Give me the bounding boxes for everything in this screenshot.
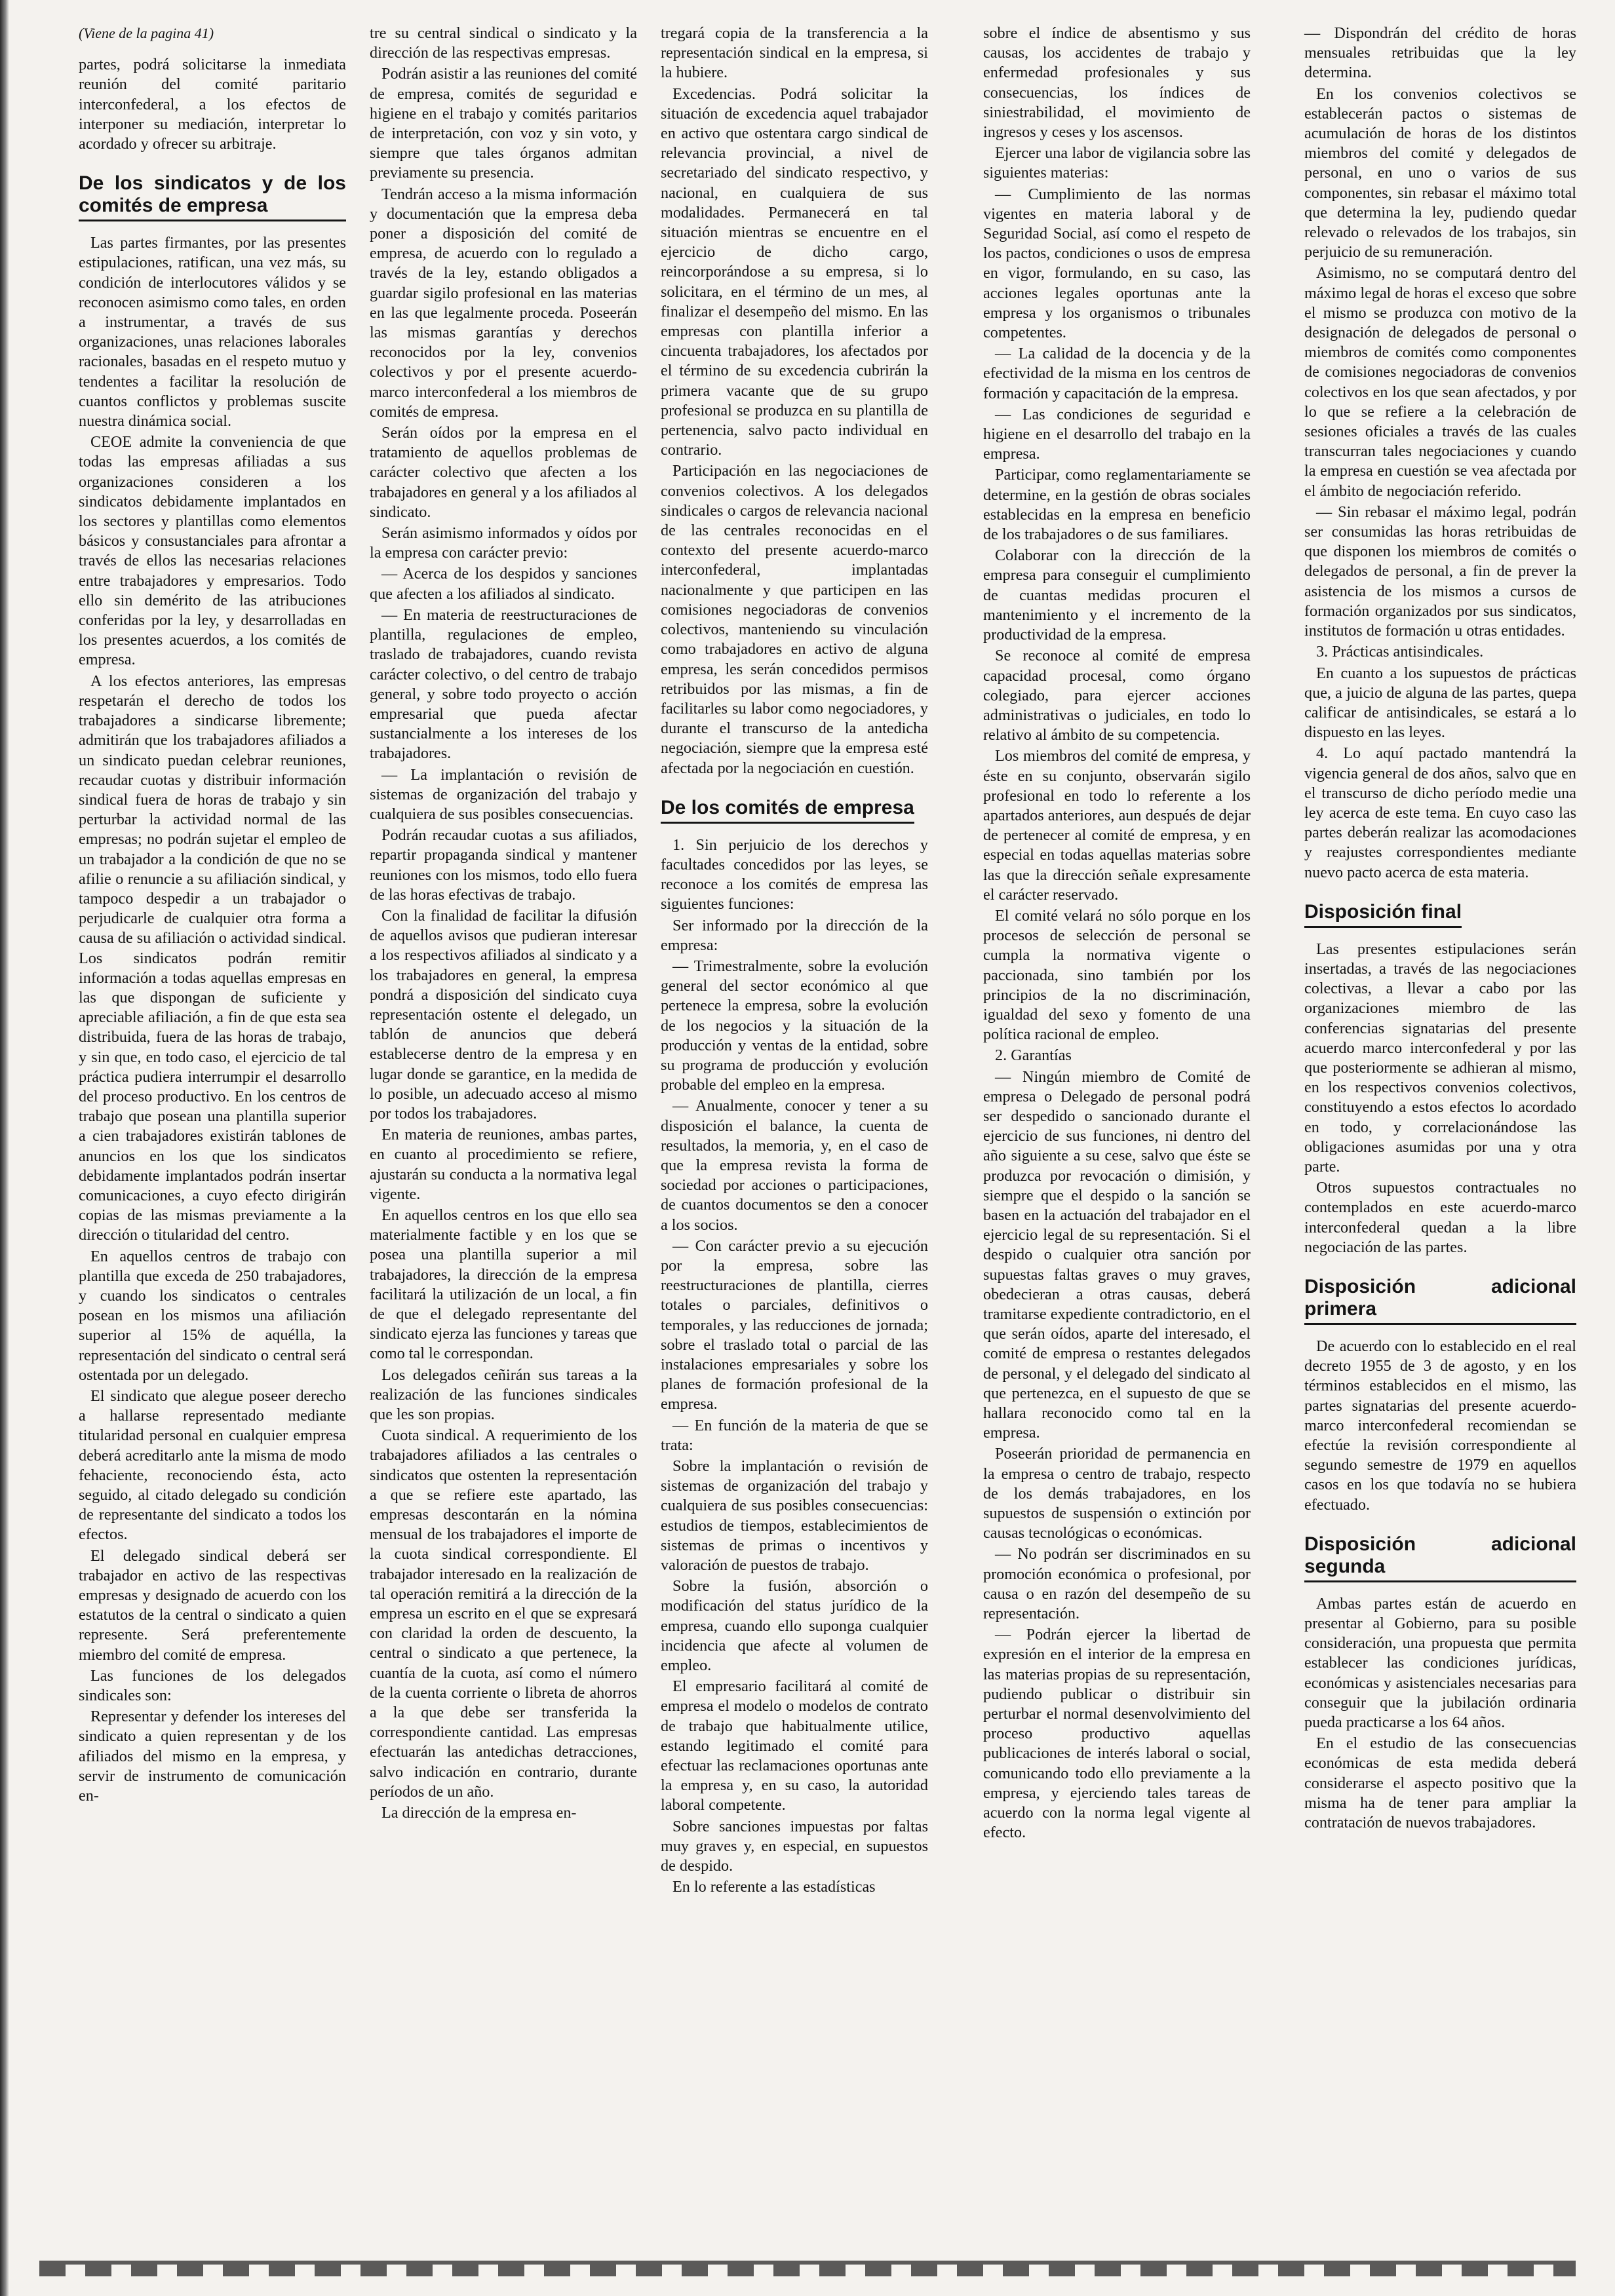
- paragraph: — En materia de reestructuraciones de plantilla, regulaciones de empleo, traslado de trabajadores, cuando revista carácter colectivo, o del centro de trabajo general, y sobre todo proyecto o acción empresarial que pueda afectar sustancialmente a los intereses de los trabajadores.: [370, 605, 637, 763]
- paragraph: 4. Lo aquí pactado mantendrá la vigencia general de dos años, salvo que en el transcurso de dicho período medie una ley acerca de este tema. En cuyo caso las partes deberán realizar las acomodaciones y reajustes correspondientes mediante nuevo pacto acerca de esta materia.: [1304, 744, 1576, 881]
- paragraph: Las funciones de los delegados sindicales son:: [79, 1666, 346, 1705]
- paragraph: — Sin rebasar el máximo legal, podrán ser consumidas las horas retribuidas de que disponen los miembros de comités o delegados de personal, a fin de prever la asistencia de los mismos a cursos de formación organizados por sus sindicatos, institutos de formación u otras entidades.: [1304, 503, 1576, 640]
- paragraph: Poseerán prioridad de permanencia en la empresa o centro de trabajo, respecto de los demás trabajadores, en los supuestos de suspensión o extinción por causas tecnológicas o económicas.: [983, 1445, 1251, 1542]
- paragraph: tregará copia de la transferencia a la representación sindical en la empresa, si la hubiere.: [661, 24, 928, 82]
- paragraph: Podrán asistir a las reuniones del comité de empresa, comités de seguridad e higiene en el trabajo y comités paritarios de interpretación, con voz y sin voto, y siempre que tales órganos admitan previamente su presencia.: [370, 65, 637, 182]
- paragraph: Tendrán acceso a la misma información y documentación que la empresa deba poner a disposición del comité de empresa, de acuerdo con lo regulado a través de la ley, estando obligados a guardar sigilo profesional en las materias en las que legalmente proceda. Poseerán las mismas garantías y derechos reconocidos por la ley, convenios colectivos y por el presente acuerdo-marco interconfederal a los miembros de comités de empresa.: [370, 185, 637, 421]
- paragraph: Sobre la implantación o revisión de sistemas de organización del trabajo y cualquiera de sus posibles consecuencias: estudios de tiempos, establecimientos de sistemas de primas o incentivos y valoración de puestos de trabajo.: [661, 1457, 928, 1575]
- paragraph: 1. Sin perjuicio de los derechos y facultades concedidos por las leyes, se reconoce a los comités de empresa las siguientes funciones:: [661, 835, 928, 913]
- paragraph: Se reconoce al comité de empresa capacidad procesal, como órgano colegiado, para ejercer acciones administrativas o judiciales, en todo lo relativo al ámbito de su competencia.: [983, 647, 1251, 744]
- paragraph: El sindicato que alegue poseer derecho a hallarse representado mediante titularidad personal en cualquier empresa deberá acreditarlo ante la misma de modo fehaciente, reconociendo ésta, acto seguido, al citado delegado su condición de representante del sindicato a todos los efectos.: [79, 1387, 346, 1544]
- paragraph: Los miembros del comité de empresa, y éste en su conjunto, observarán sigilo profesional en todo lo referente a los apartados anteriores, aun después de dejar de pertenecer al comité de empresa, y en especial en todas aquellas materias sobre las que la dirección señale expresamente el carácter reservado.: [983, 747, 1251, 904]
- paragraph: tre su central sindical o sindicato y la dirección de las respectivas empresas.: [370, 24, 637, 62]
- paragraph: Serán asimismo informados y oídos por la empresa con carácter previo:: [370, 524, 637, 562]
- paragraph: Serán oídos por la empresa en el tratamiento de aquellos problemas de carácter colectivo que afecten a los trabajadores en general y a los afiliados al sindicato.: [370, 424, 637, 521]
- paragraph: Excedencias. Podrá solicitar la situación de excedencia aquel trabajador en activo que ostentara cargo sindical de relevancia provincial, a nivel de secretariado del sindicato respectivo, y nacional, en cualquiera de sus modalidades. Permanecerá en tal situación mientras se encuentre en el ejercicio de dicho cargo, reincorporándose a su empresa, si lo solicitara, en el término de un mes, al finalizar el desempeño del mismo. En las empresas con plantilla inferior a cincuenta trabajadores, los afectados por el término de su excedencia cubrirán la primera vacante que de su grupo profesional se produzca en su plantilla de pertenencia, salvo pacto individual en contrario.: [661, 85, 928, 459]
- column-4: [983, 24, 1251, 1844]
- column-1: [79, 24, 346, 1807]
- scan-edge-bottom: [39, 2261, 1576, 2276]
- paragraph: Los delegados ceñirán sus tareas a la realización de las funciones sindicales que les son propias.: [370, 1366, 637, 1424]
- paragraph: El comité velará no sólo porque en los procesos de selección de personal se cumpla la normativa vigente o paccionada, sino también por los principios de la no discriminación, igualdad del sexo y fomento de una política racional de empleo.: [983, 906, 1251, 1044]
- section-heading-comites: De los comités de empresa: [661, 797, 914, 824]
- paragraph: CEOE admite la conveniencia de que todas las empresas afiliadas a sus organizaciones consideren a los sindicatos debidamente implantados en los sectores y plantillas como elementos básicos y consustanciales para afrontar a través de ellos las necesarias relaciones entre trabajadores y empresarios. Todo ello sin demérito de las atribuciones conferidas por la ley, y desarrolladas en los presentes acuerdos, a los comités de empresa.: [79, 433, 346, 669]
- paragraph: Las presentes estipulaciones serán insertadas, a través de las negociaciones colectivas, a llevar a cabo por las organizaciones miembro de las conferencias signatarias del presente acuerdo marco interconfederal y por las que posteriormente se adhieran al mismo, en los respectivos convenios colectivos, constituyendo a estos efectos lo acordado en todo, y correlacionándose las obligaciones asumidas por una y otra parte.: [1304, 940, 1576, 1176]
- paragraph: — Podrán ejercer la libertad de expresión en el interior de la empresa en las materias propias de su representación, pudiendo publicar o distribuir sin perturbar el normal desenvolvimiento del proceso productivo aquellas publicaciones de interés laboral o social, comunicando todo ello previamente a la empresa, y ejerciendo tales tareas de acuerdo con la norma legal vigente al efecto.: [983, 1626, 1251, 1842]
- paragraph: En los convenios colectivos se establecerán pactos o sistemas de acumulación de horas de los distintos miembros del comité y delegados de personal, en uno o varios de sus componentes, sin rebasar el máximo total que determina la ley, pudiendo quedar relevado o relevados de los trabajos, sin perjuicio de su remuneración.: [1304, 85, 1576, 261]
- paragraph: sobre el índice de absentismo y sus causas, los accidentes de trabajo y enfermedad profesionales y sus consecuencias, los índices de siniestrabilidad, el movimiento de ingresos y ceses y los ascensos.: [983, 24, 1251, 142]
- paragraph: Participar, como reglamentariamente se determine, en la gestión de obras sociales establecidas en la empresa en beneficio de los trabajadores o de sus familiares.: [983, 466, 1251, 544]
- paragraph: En materia de reuniones, ambas partes, en cuanto al procedimiento se refiere, ajustarán su conducta a la normativa legal vigente.: [370, 1126, 637, 1203]
- paragraph: — Dispondrán del crédito de horas mensuales retribuidas que la ley determina.: [1304, 24, 1576, 82]
- column-3: [661, 24, 928, 1898]
- paragraph: — Ningún miembro de Comité de empresa o Delegado de personal podrá ser despedido o sancionado durante el ejercicio de sus funciones, ni dentro del año siguiente a su cese, salvo que éste se produzca por revocación o dimisión, y siempre que el despido o la sanción se basen en la actuación del trabajador en el ejercicio legal de su representación. Si el despido o cualquier otra sanción por supuestas faltas graves o muy graves, obedecieran a otras causas, deberá tramitarse expediente contradictorio, en el que serán oídos, aparte del interesado, el comité de empresa o restantes delegados de personal, y el delegado del sindicato al que pertenezca, en el supuesto de que se hallara reconocido como tal en la empresa.: [983, 1067, 1251, 1442]
- paragraph: En el estudio de las consecuencias económicas de esta medida deberá considerarse el aspecto positivo que la misma ha de tener para ampliar la contratación de nuevos trabajadores.: [1304, 1734, 1576, 1832]
- paragraph: — Cumplimiento de las normas vigentes en materia laboral y de Seguridad Social, así como el respeto de los pactos, condiciones o usos de empresa en vigor, formulando, en su caso, las acciones legales oportunas ante la empresa y los organismos o tribunales competentes.: [983, 185, 1251, 342]
- paragraph: En cuanto a los supuestos de prácticas que, a juicio de alguna de las partes, quepa calificar de antisindicales, se estará a lo dispuesto en las leyes.: [1304, 664, 1576, 742]
- column-5: [1304, 24, 1576, 1834]
- paragraph: — La calidad de la docencia y de la efectividad de la misma en los centros de formación y capacitación de la empresa.: [983, 345, 1251, 402]
- paragraph: Las partes firmantes, por las presentes estipulaciones, ratifican, una vez más, su condición de interlocutores válidos y se reconocen asimismo como tales, en orden a instrumentar, a través de sus organizaciones, unas relaciones laborales racionales, basadas en el respeto mutuo y tendentes a facilitar la resolución de cuantos conflictos y problemas suscite nuestra dinámica social.: [79, 234, 346, 430]
- paragraph: De acuerdo con lo establecido en el real decreto 1955 de 3 de agosto, y en los términos establecidos en el mismo, las partes signatarias del presente acuerdo-marco interconfederal recomiendan se efectúe la revisión correspondiente al segundo semestre de 1979 en aquellos casos en los que todavía no se hubiera efectuado.: [1304, 1337, 1576, 1514]
- paragraph: Sobre la fusión, absorción o modificación del status jurídico de la empresa, cuando ello suponga cualquier incidencia que afecte al volumen de empleo.: [661, 1577, 928, 1675]
- column-2: [370, 24, 637, 1824]
- paragraph: A los efectos anteriores, las empresas respetarán el derecho de todos los trabajadores a sindicarse libremente; admitirán que los trabajadores afiliados a un sindicato puedan celebrar reuniones, recaudar cuotas y distribuir información sindical fuera de horas de trabajo y sin perturbar la actividad normal de las empresas; no podrán sujetar el empleo de un trabajador a la condición de que no se afilie o renuncie a su afiliación sindical, y tampoco despedir a un trabajador o perjudicarle de cualquier otra forma a causa de su afiliación o actividad sindical. Los sindicatos podrán remitir información a todas aquellas empresas en las que dispongan de suficiente y apreciable afiliación, a fin de que esta sea distribuida, fuera de las horas de trabajo, y sin que, en todo caso, el ejercicio de tal práctica pudiera interrumpir el desarrollo del proceso productivo. En los centros de trabajo que posean una plantilla superior a cien trabajadores existirán tablones de anuncios en los que los sindicatos debidamente implantados podrán insertar comunicaciones, a cuyo efecto dirigirán copias de las mismas previamente a la dirección o titularidad del centro.: [79, 672, 346, 1244]
- paragraph: En aquellos centros en los que ello sea materialmente factible y en los que se posea una plantilla superior a mil trabajadores, la dirección de la empresa facilitará la utilización de un local, a fin de que el delegado representante del sindicato ejerza las funciones y tareas que como tal le correspondan.: [370, 1206, 637, 1363]
- paragraph: Asimismo, no se computará dentro del máximo legal de horas el exceso que sobre el mismo se produzca con motivo de la designación de delegados de personal o miembros de comités como componentes de comisiones negociadoras de convenios colectivos en los que sean afectados, y por lo que se refiere a la celebración de sesiones oficiales a través de las cuales transcurran tales negociaciones y cuando la empresa en cuestión se vea afectada por el ámbito de negociación referido.: [1304, 264, 1576, 500]
- paragraph: Otros supuestos contractuales no contemplados en este acuerdo-marco interconfederal quedan a la libre negociación de las partes.: [1304, 1179, 1576, 1256]
- paragraph: — No podrán ser discriminados en su promoción económica o profesional, por causa o en razón del desempeño de su representación.: [983, 1545, 1251, 1623]
- paragraph: El delegado sindical deberá ser trabajador en activo de las respectivas empresas y designado de acuerdo con los estatutos de la central o sindicato a quien represente. Será preferentemente miembro del comité de empresa.: [79, 1546, 346, 1664]
- paragraph: En lo referente a las estadísticas: [672, 1878, 876, 1896]
- paragraph: — Trimestralmente, sobre la evolución general del sector económico al que pertenece la empresa, sobre la evolución de los negocios y la situación de la producción y ventas de la entidad, sobre su programa de producción y evolución probable del empleo en la empresa.: [661, 957, 928, 1094]
- paragraph: Cuota sindical. A requerimiento de los trabajadores afiliados a las centrales o sindicatos que ostenten la representación a que se refiere este apartado, las empresas descontarán en la nómina mensual de los trabajadores el importe de la cuota sindical correspondiente. El trabajador interesado en la realización de tal operación remitirá a la dirección de la empresa un escrito en el que se expresará con claridad la orden de descuento, la central o sindicato a que pertenece, la cuantía de la cuota, así como el número de la cuenta corriente o libreta de ahorros a la que debe ser transferida la correspondiente cantidad. Las empresas efectuarán las antedichas detracciones, salvo indicación en contrario, durante períodos de un año.: [370, 1426, 637, 1801]
- paragraph: En aquellos centros de trabajo con plantilla que exceda de 250 trabajadores, y cuando los sindicatos o centrales posean en los mismos una afiliación superior al 15% de aquélla, la representación del sindicato o central será ostentada por un delegado.: [79, 1247, 346, 1384]
- paragraph: Ambas partes están de acuerdo en presentar al Gobierno, para su posible consideración, una propuesta que permita establecer las condiciones jurídicas, económicas y asistenciales necesarias para conseguir que la jubilación ordinaria pueda practicarse a los 64 años.: [1304, 1594, 1576, 1732]
- paragraph: — Anualmente, conocer y tener a su disposición el balance, la cuenta de resultados, la memoria, y, en el caso de que la empresa revista la forma de sociedad por acciones o participaciones, de cuantos documentos se den a conocer a los socios.: [661, 1097, 928, 1234]
- paragraph: partes, podrá solicitarse la inmediata reunión del comité paritario interconfederal, a los efectos de interponer su mediación, interpretar lo acordado y ofrecer su arbitraje.: [79, 56, 346, 153]
- paragraph: — Con carácter previo a su ejecución por la empresa, sobre las reestructuraciones de plantilla, cierres totales o parciales, definitivos o temporales, y las reducciones de jornada; sobre el traslado total o parcial de las instalaciones empresariales y sobre los planes de formación profesional de la empresa.: [661, 1236, 928, 1413]
- continued-from-header: (Viene de la pagina 41): [79, 25, 214, 41]
- paragraph: Podrán recaudar cuotas a sus afiliados, repartir propaganda sindical y mantener reuniones con los mismos, todo ello fuera de las horas efectivas de trabajo.: [370, 826, 637, 904]
- paragraph: 2. Garantías: [995, 1046, 1072, 1065]
- paragraph: 3. Prácticas antisindicales.: [1316, 643, 1484, 661]
- scan-edge-left: [0, 0, 9, 2296]
- paragraph: Ejercer una labor de vigilancia sobre las siguientes materias:: [983, 144, 1251, 182]
- paragraph: La dirección de la empresa en-: [381, 1804, 577, 1822]
- paragraph: Participación en las negociaciones de convenios colectivos. A los delegados sindicales o cargos de relevancia nacional de las centrales reconocidas en el contexto del presente acuerdo-marco interconfederal, implantadas nacionalmente y que participen en las comisiones negociadoras de convenios colectivos, manteniendo su vinculación como trabajadores en activo de alguna empresa, les serán concedidos permisos retribuidos por las mismas, a fin de facilitarles su labor como negociadores, y durante el transcurso de la antedicha negociación, siempre que la empresa esté afectada por la negociación en cuestión.: [661, 462, 928, 777]
- section-heading-disposicion-final: Disposición final: [1304, 901, 1462, 928]
- section-heading-disposicion-adicional-primera: Disposición adicional primera: [1304, 1276, 1576, 1325]
- paragraph: — Las condiciones de seguridad e higiene en el desarrollo del trabajo en la empresa.: [983, 405, 1251, 463]
- paragraph: Con la finalidad de facilitar la difusión de aquellos avisos que pudieran interesar a los respectivos afiliados al sindicato y a los trabajadores en general, la empresa pondrá a disposición del sindicato cuya representación ostente el delegado, un tablón de anuncios que deberá establecerse dentro de la empresa y en lugar donde se garantice, en la medida de lo posible, un adecuado acceso al mismo por todos los trabajadores.: [370, 906, 637, 1122]
- paragraph: Representar y defender los intereses del sindicato a quien representan y de los afiliados del mismo en la empresa, y servir de instrumento de comunicación en-: [79, 1708, 346, 1805]
- paragraph: Ser informado por la dirección de la empresa:: [661, 916, 928, 954]
- section-heading-sindicatos: De los sindicatos y de los comités de empresa: [79, 172, 346, 221]
- paragraph: Sobre sanciones impuestas por faltas muy graves y, en especial, en supuestos de despido.: [661, 1817, 928, 1875]
- paragraph: Colaborar con la dirección de la empresa para conseguir el cumplimiento de cuantas medidas procuren el mantenimiento y el incremento de la productividad de la empresa.: [983, 546, 1251, 644]
- paragraph: — Acerca de los despidos y sanciones que afecten a los afiliados al sindicato.: [370, 565, 637, 603]
- section-heading-disposicion-adicional-segunda: Disposición adicional segunda: [1304, 1533, 1576, 1582]
- paragraph: El empresario facilitará al comité de empresa el modelo o modelos de contrato de trabajo que habitualmente utilice, estando legitimado el comité para efectuar las reclamaciones oportunas ante la empresa y, en su caso, la autoridad laboral competente.: [661, 1677, 928, 1814]
- paragraph: — La implantación o revisión de sistemas de organización del trabajo y cualquiera de sus posibles consecuencias.: [370, 765, 637, 823]
- paragraph: — En función de la materia de que se trata:: [661, 1416, 928, 1454]
